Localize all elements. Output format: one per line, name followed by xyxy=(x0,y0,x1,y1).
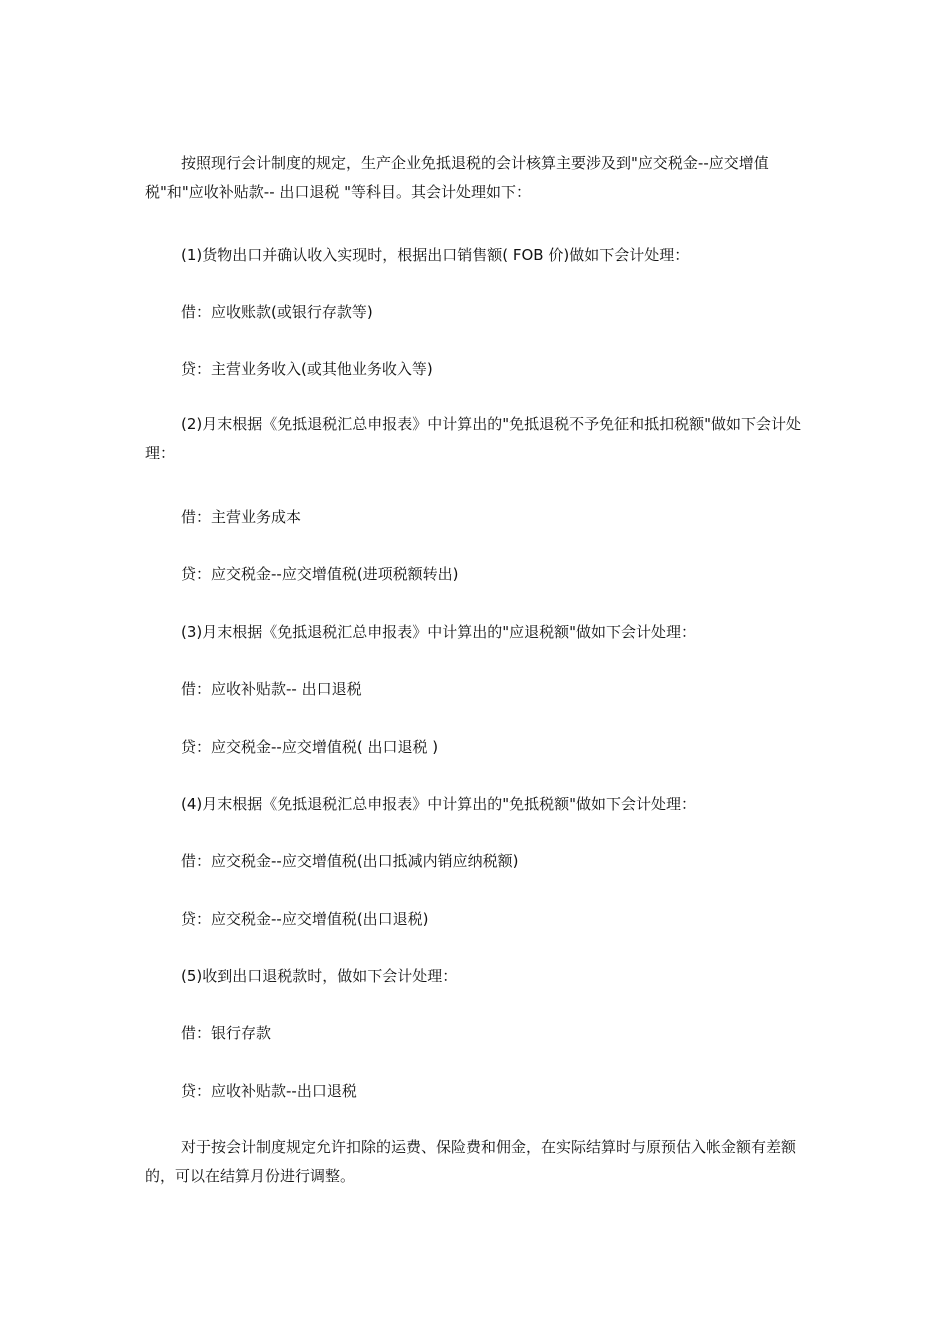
item-1-debit: 借：应收账款(或银行存款等) xyxy=(181,303,373,321)
item-2-credit: 贷：应交税金--应交增值税(进项税额转出) xyxy=(181,565,459,583)
item-2-debit: 借：主营业务成本 xyxy=(181,508,302,526)
item-4-credit: 贷：应交税金--应交增值税(出口退税) xyxy=(181,910,429,928)
item-4-debit: 借：应交税金--应交增值税(出口抵减内销应纳税额) xyxy=(181,852,519,870)
intro-paragraph: 按照现行会计制度的规定，生产企业免抵退税的会计核算主要涉及到"应交税金--应交增值税"和"应收补贴款-- 出口退税 "等科目。其会计处理如下： xyxy=(145,154,769,201)
item-1-heading: (1)货物出口并确认收入实现时，根据出口销售额( FOB 价)做如下会计处理： xyxy=(181,246,690,264)
item-1-credit: 贷：主营业务收入(或其他业务收入等) xyxy=(181,360,433,378)
item-3-heading: (3)月末根据《免抵退税汇总申报表》中计算出的"应退税额"做如下会计处理： xyxy=(181,623,697,641)
item-4-heading: (4)月末根据《免抵退税汇总申报表》中计算出的"免抵税额"做如下会计处理： xyxy=(181,795,697,813)
item-5-heading: (5)收到出口退税款时，做如下会计处理： xyxy=(181,967,458,985)
item-3-debit: 借：应收补贴款-- 出口退税 xyxy=(181,680,362,698)
closing-paragraph: 对于按会计制度规定允许扣除的运费、保险费和佣金，在实际结算时与原预估入帐金额有差额的，可以在结算月份进行调整。 xyxy=(145,1138,797,1185)
item-5-debit: 借：银行存款 xyxy=(181,1024,272,1042)
item-5-credit: 贷：应收补贴款--出口退税 xyxy=(181,1082,357,1100)
item-2-heading: (2)月末根据《免抵退税汇总申报表》中计算出的"免抵退税不予免征和抵扣税额"做如下会计处理： xyxy=(145,415,802,462)
item-3-credit: 贷：应交税金--应交增值税( 出口退税 ) xyxy=(181,738,439,756)
